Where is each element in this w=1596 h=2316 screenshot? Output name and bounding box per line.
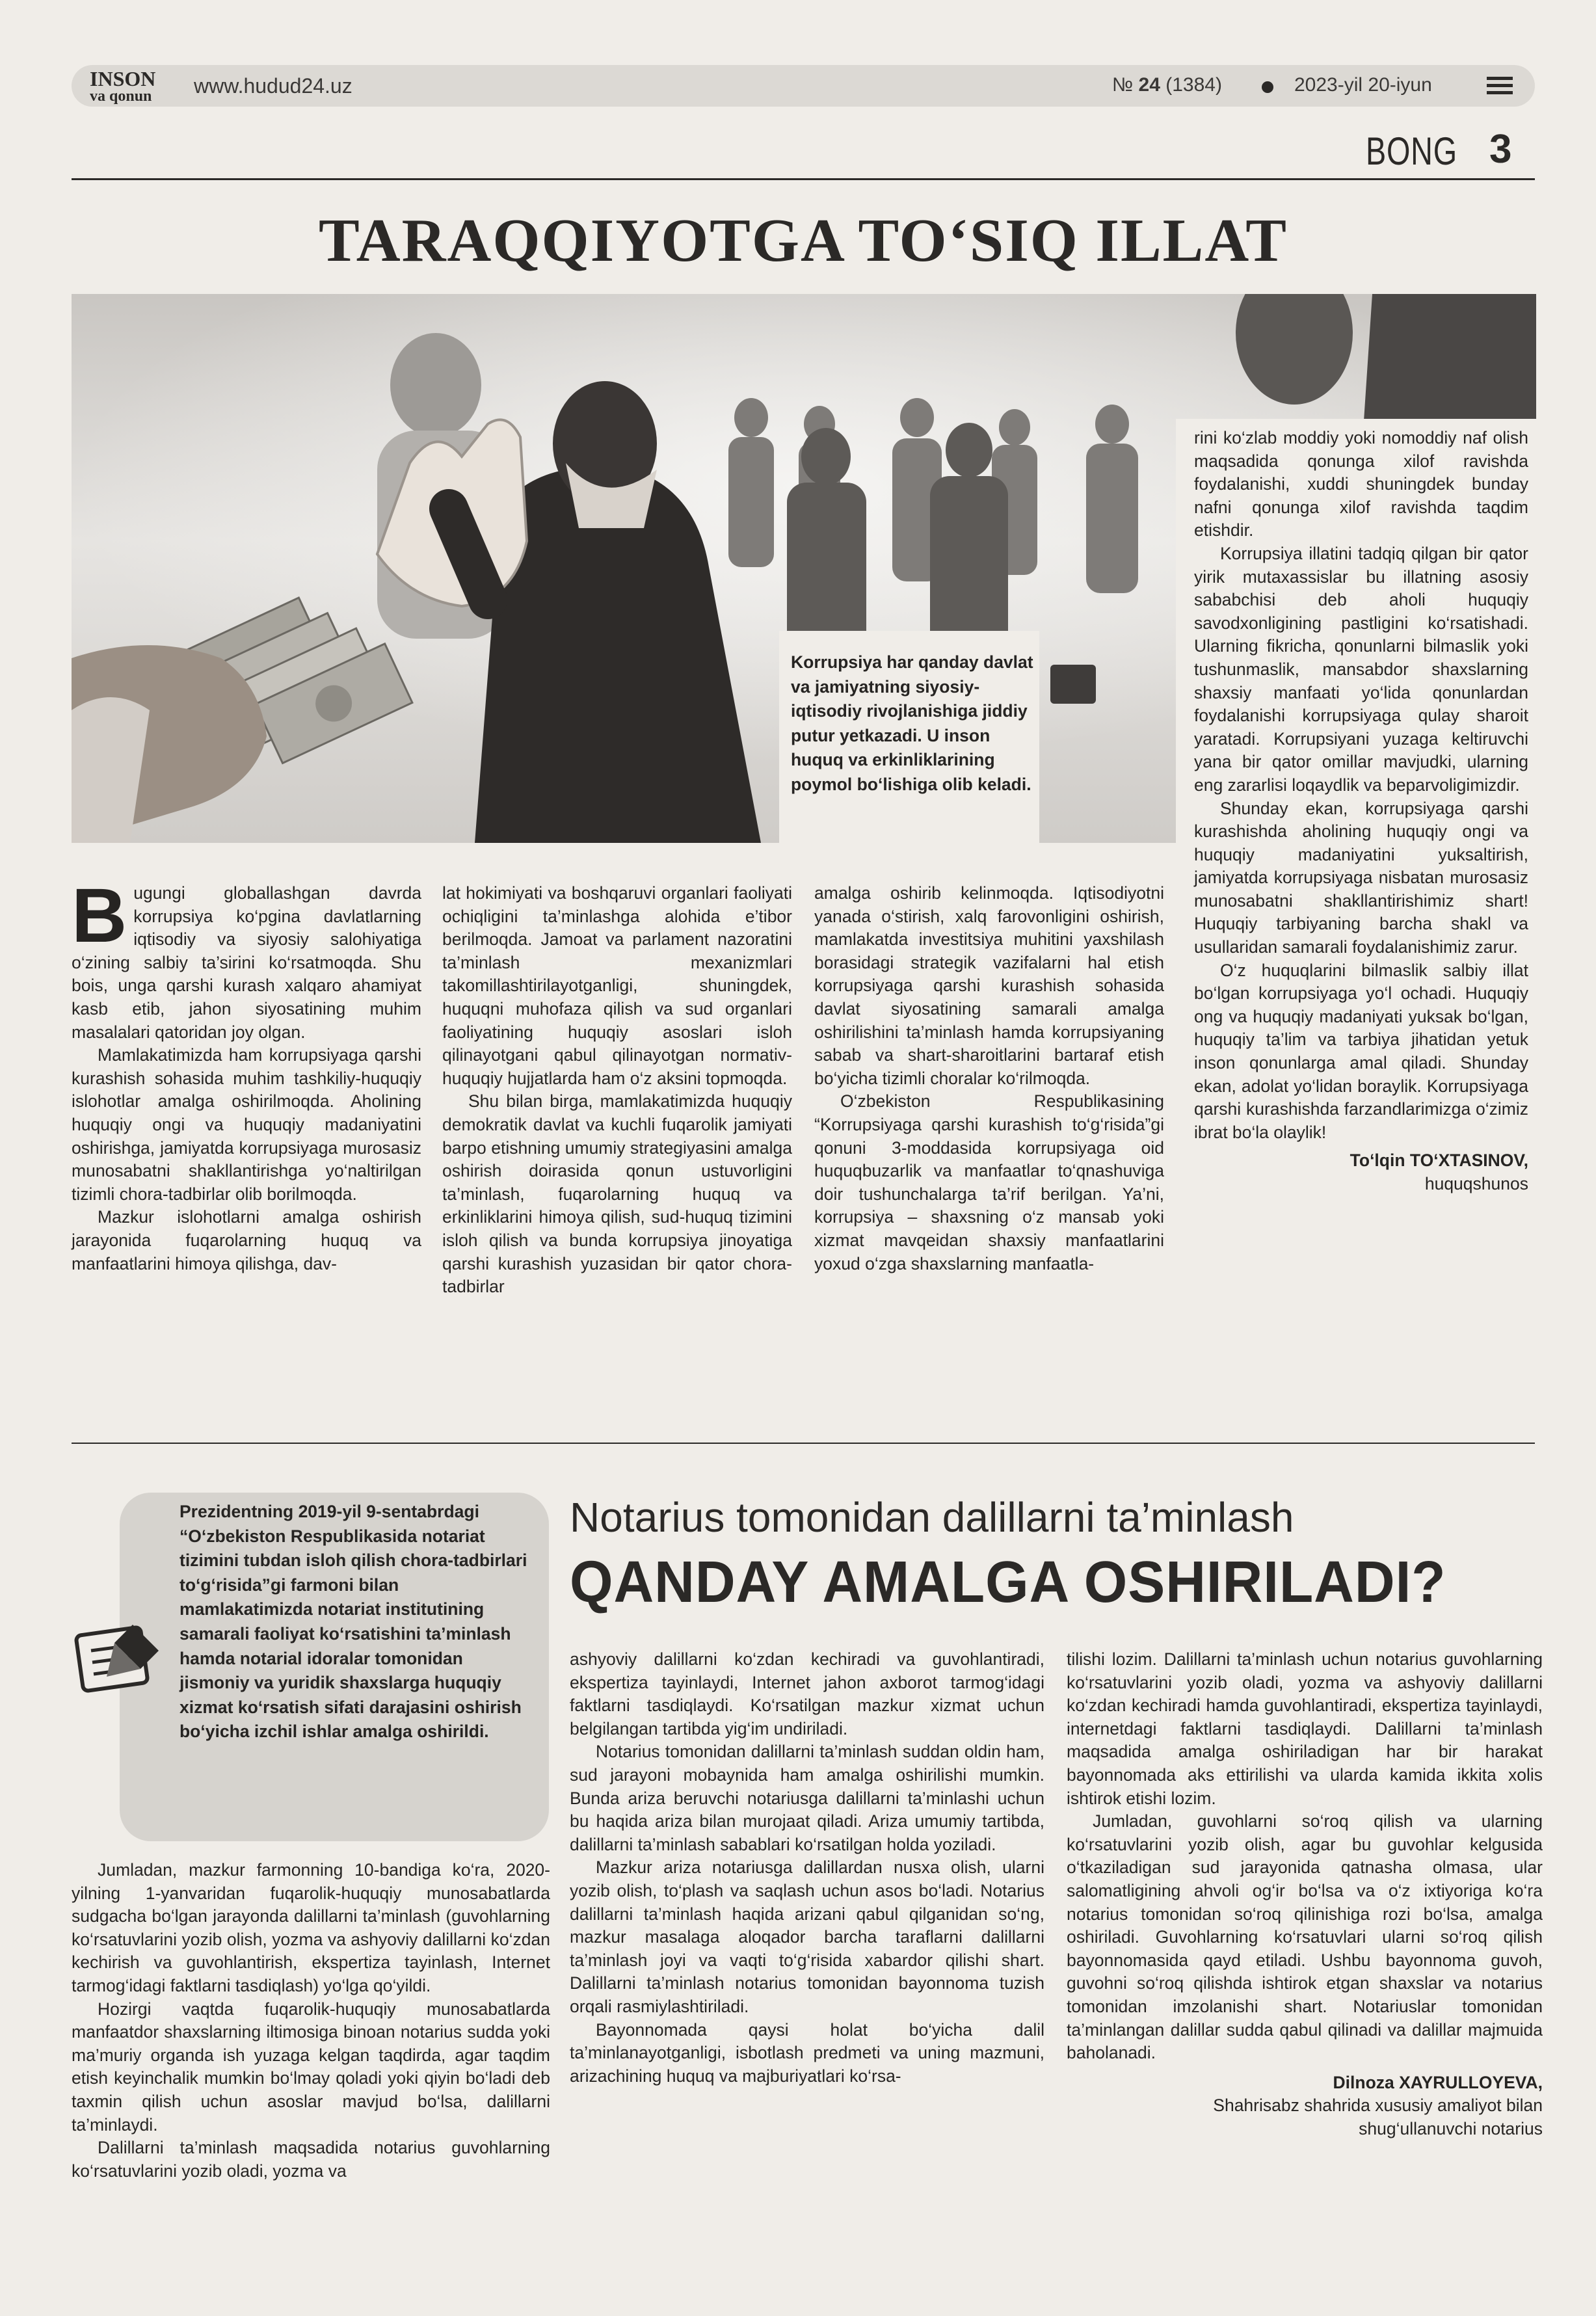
article1-column-2 xyxy=(442,882,792,1299)
paragraph: tilishi lozim. Dalillarni ta’minlash uchun notarius guvohlarning ko‘rsatuvlarini yozib oladi, yozma va ashyoviy dalillarni ko‘zdan kechiradi hamda guvohlantiradi, ekspertiza tayinlaydi, internetdagi faktlarni tasdiqlaydi. Dalillarni ta’minlash maqsadida amalga oshiriladigan har bir harakat bayonnomada aks ettirilishi va ularda kamida ikkita xolis ishtirok etishi lozim. xyxy=(1067,1649,1543,1808)
paragraph: lat hokimiyati va boshqaruvi organlari faoliyati ochiqligini ta’minlashga alohida e’tibor berilmoqda. Jamoat va parlament nazoratini ta’minlash mexanizmlari takomillashtirilayotganligi, shuningdek, huquqni muhofaza qilish va sud organlari faoliyatining huquqiy asoslari isloh qilinayotgani qabul qilinayotgan normativ-huquqiy hujjatlarda ham o‘z aksini topmoqda. xyxy=(442,883,792,1088)
paragraph: Notarius tomonidan dalillarni ta’minlash suddan oldin ham, sud jarayoni mobaynida ham amalga oshirilishi mumkin. Bunda ariza beruvchi notariusga dalillarni ta’minlashi uchun bu haqida ariza bilan murojaat qiladi. Ariza umumiy tartibda, dalillarni ta’minlash sabablari ko‘rsatilgan holda yoziladi. xyxy=(570,1742,1044,1854)
article1-column-4 xyxy=(1194,427,1528,1196)
header-rule xyxy=(72,178,1535,180)
article2-column-2 xyxy=(570,1648,1044,2088)
paragraph: rini ko‘zlab moddiy yoki nomoddiy naf olish maqsadida qonunga xilof ravishda foydalanishi, xuddi shuningdek bunday nafni qonunga xilof ravishda taqdim etishdir. xyxy=(1194,428,1528,540)
author-role: huquqshunos xyxy=(1424,1174,1528,1193)
article2-subtitle: Notarius tomonidan dalillarni ta’minlash xyxy=(570,1494,1294,1541)
paragraph: Dalillarni ta’minlash maqsadida notarius guvohlarning ko‘rsatuvlarini yozib oladi, yozma va xyxy=(72,2138,550,2181)
article1-headline: TARAQQIYOTGA TO‘SIQ ILLAT xyxy=(319,207,1288,274)
issue-prefix: № xyxy=(1112,74,1134,96)
paragraph: Korrupsiya illatini tadqiq qilgan bir qator yirik mutaxassislar bu illatning asosiy sababchisi deb aholi huquqiy savodxonligining pastligini ko‘rsatishadi. Ularning fikricha, qonunlarni bilmaslik yoki tushunmaslik, mansabdor shaxslarning shaxsiy manfaati yo‘lida qonunlardan foydalanishi korrupsiyaga qulay sharoit yaratadi. Korrupsiyani yuzaga keltiruvchi yana bir qator omillar mavjudki, ularning eng zararlisi loqaydlik va beparvoligimizdir. xyxy=(1194,543,1528,795)
article2-headline: QANDAY AMALGA OSHIRILADI? xyxy=(570,1550,1446,1615)
page-number: 3 xyxy=(1489,127,1512,172)
paragraph: ashyoviy dalillarni ko‘zdan kechiradi va guvohlantiradi, ekspertiza tayinlaydi, Internet jahon axborot tarmog‘idagi faktlarni tasdiqlaydi. Ko‘rsatilgan mazkur xizmat uchun belgilangan tartibda yig‘im undiriladi. xyxy=(570,1649,1044,1738)
decree-infobox-text: Prezidentning 2019-yil 9-sentabrdagi “O‘zbekiston Respublikasida notariat tizimini tubdan isloh qilish chora-tadbirlari to‘g‘risida”gi farmoni bilan mamlakatimizda notariat institutining samarali faoliyat ko‘rsatishini ta’minlash hamda notarial idoralar tomonidan jismoniy va yuridik shaxslarga huquqiy xizmat ko‘rsatish sifati darajasini oshirish bo‘yicha izchil ishlar amalga oshirildi. xyxy=(180,1502,527,1742)
author-name: To‘lqin TO‘XTASINOV, xyxy=(1350,1151,1528,1171)
paragraph: Mamlakatimizda ham korrupsiyaga qarshi kurashish sohasida muhim tashkiliy-huquqiy islohotlar amalga oshirilmoqda. Aholining huquqiy ongi va huquqiy madaniyatini oshirishga, jamiyatda korrupsiyaga murosasiz munosabatni shakllantirishga yo‘naltirilgan tizimli chora-tadbirlar olib borilmoqda. xyxy=(72,1045,421,1204)
issue-num: 24 xyxy=(1138,74,1160,96)
site-url: www.hudud24.uz xyxy=(194,74,352,98)
paragraph: Bugungi globallashgan davrda korrupsiya ko‘pgina davlatlarning iqtisodiy va siyosiy salohiyatiga o‘zining salbiy ta’sirini ko‘rsatmoqda. Shu bois, unga qarshi kurash xalqaro ahamiyat kasb etib, jahon siyosatining muhim masalalari qatoridan joy olgan. xyxy=(72,873,421,1042)
paragraph: Mazkur ariza notariusga dalillardan nusxa olish, ularni yozib olish, to‘plash va saqlash uchun asos bo‘ladi. Notarius dalillarni ta’minlash haqida arizani qabul qilganidan so‘ng, mazkur masalaga aloqador barcha taraflarni dalillarni ta’minlash joyi va vaqti to‘g‘risida xabardor qilishi shart. Dalillarni ta’minlash notarius tomonidan bayonnoma tuzish orqali rasmiylashtiriladi. xyxy=(570,1857,1044,2016)
author-name: Dilnoza XAYRULLOYEVA, xyxy=(1333,2072,1543,2092)
issue-number xyxy=(1112,74,1222,96)
photo-caption: Korrupsiya har qanday davlat va jamiyatning siyosiy-iqtisodiy rivojlanishiga jiddiy putur yetkazadi. U inson huquq va erkinliklarining poymol bo‘lishiga olib keladi. xyxy=(791,652,1033,794)
bullet-dot xyxy=(1262,81,1273,93)
issue-total: (1384) xyxy=(1165,74,1222,96)
menu-icon xyxy=(1487,77,1513,96)
document-pen-icon xyxy=(68,1605,172,1709)
logo-subtitle: va qonun xyxy=(90,88,152,105)
paragraph: amalga oshirib kelinmoqda. Iqtisodiyotni yanada o‘stirish, xalq farovonligini oshirish, mamlakatda investitsiya muhitini yaxshilash borasidagi strategik vazifalarni hal etish korrupsiyaga qarshi kurashish sohasida davlat siyosatining samarali amalga oshirilishini ta’minlash hamda korrupsiyaning sabab va shart-sharoitlarini bartaraf etish bo‘yicha tizimli choralar ko‘rilmoqda. xyxy=(814,883,1164,1088)
issue-date: 2023-yil 20-iyun xyxy=(1294,74,1432,96)
paragraph: O‘zbekiston Respublikasining “Korrupsiyaga qarshi kurashish to‘g‘risida”gi qonuni 3-moddasida korrupsiyaga oid huquqbuzarlik va manfaatlar to‘qnashuviga doir tushunchalarga ta’rif berilgan. Ya’ni, korrupsiya – shaxsning o‘z mansab yoki xizmat mavqeidan shaxsiy manfaatlarini yoxud o‘zga shaxslarning manfaatla- xyxy=(814,1091,1164,1273)
paragraph: Bayonnomada qaysi holat bo‘yicha dalil ta’minlanayotganligi, isbotlash predmeti va uning mazmuni, arizachining huquq va majburiyatlari ko‘rsa- xyxy=(570,2019,1044,2086)
paragraph: Jumladan, guvohlarni so‘roq qilish va ularning ko‘rsatuvlarini yozib olish, agar bu guvohlar kelgusida o‘tkaziladigan sud jarayonida qatnasha olmasa, ular salomatligining ahvoli og‘ir bo‘lsa va o‘z ixtiyoriga ko‘ra notarius tomonidan so‘roq qilinishiga rozi bo‘lsa, amalga oshiriladi. Guvohlarning ko‘rsatuvlari ularni so‘roq qilish bayonnomasida qayd etiladi. Ushbu bayonnoma guvoh, guvohni so‘roq qilishda ishtirok etgan shaxslar va notarius tomonidan imzolanishi shart. Notariuslar tomonidan ta’minlangan dalillar sudda qabul qilinadi va dalillar majmuida baholanadi. xyxy=(1067,1811,1543,2063)
paragraph: Shunday ekan, korrupsiyaga qarshi kurashishda aholining huquqiy ongi va huquqiy madaniyatini yuksaltirish, jamiyatda korrupsiyaga nisbatan murosasiz munosabatni shakllantirishimiz shart! Huquqiy tarbiyaning barcha shakl va usullaridan samarali foydalanishimiz zarur. xyxy=(1194,798,1528,957)
section-title: BONG xyxy=(1366,129,1457,173)
paragraph: Jumladan, mazkur farmonning 10-bandiga ko‘ra, 2020-yilning 1-yanvaridan fuqarolik-huquqiy munosabatlarda sudgacha bo‘lgan jarayonda dalillarni ta’minlash (guvohlarning ko‘rsatuvlarini yozib olish, yozma va ashyoviy dalillarni ko‘zdan kechirish va guvohlantirish, ekspertiza tayinlash, Internet tarmog‘idagi faktlarni tasdiqlash) yo‘lga qo‘yildi. xyxy=(72,1860,550,1995)
article2-column-1 xyxy=(72,1859,550,2183)
author-role-line-1: Shahrisabz shahrida xususiy amaliyot bilan xyxy=(1213,2096,1543,2116)
author-role-line-2: shug‘ullanuvchi notarius xyxy=(1359,2118,1543,2138)
article1-column-1 xyxy=(72,873,421,1275)
paragraph: Hozirgi vaqtda fuqarolik-huquqiy munosabatlarda manfaatdor shaxslarning iltimosiga binoan notarius sudda yoki ma’muriy organda ish yuzaga kelgan taqdirda, agar taqdim etish keyinchalik mumkin bo‘lmay qoladi yoki qiyin bo‘ladi deb taxmin qilish uchun asoslar mavjud bo‘lsa, dalillarni ta’minlaydi. xyxy=(72,1999,550,2135)
paragraph: O‘z huquqlarini bilmaslik salbiy illat bo‘lgan korrupsiyaga yo‘l ochadi. Huquqiy ong va huquqiy madaniyati yuksak bo‘lgan, huquqiy ta’lim va tarbiya jihatidan yetuk inson qonunlarga amal qiladi. Shunday ekan, adolat yo‘lidan boraylik. Korrupsiyaga qarshi kurashishda farzandlarimizga o‘zimiz ibrat bo‘la olaylik! xyxy=(1194,960,1528,1142)
logo: INSON xyxy=(90,67,156,90)
paragraph: Shu bilan birga, mamlakatimizda huquqiy demokratik davlat va kuchli fuqarolik jamiyati barpo etishning umumiy strategiyasini amalga oshirish doirasida qonun ustuvorligini ta’minlash, fuqarolarning huquq va erkinliklarini himoya qilish, sud-huquq tizimini isloh qilish va bunda korrupsiya jinoyatiga qarshi kurashish yuzasidan bir qator chora-tadbirlar xyxy=(442,1091,792,1297)
article-divider xyxy=(72,1443,1535,1444)
article2-column-3 xyxy=(1067,1648,1543,2140)
drop-cap: B xyxy=(72,873,127,959)
paragraph: Mazkur islohotlarni amalga oshirish jarayonida fuqarolarning huquq va manfaatlarini himoya qilishga, dav- xyxy=(72,1207,421,1273)
article1-column-3 xyxy=(814,882,1164,1275)
